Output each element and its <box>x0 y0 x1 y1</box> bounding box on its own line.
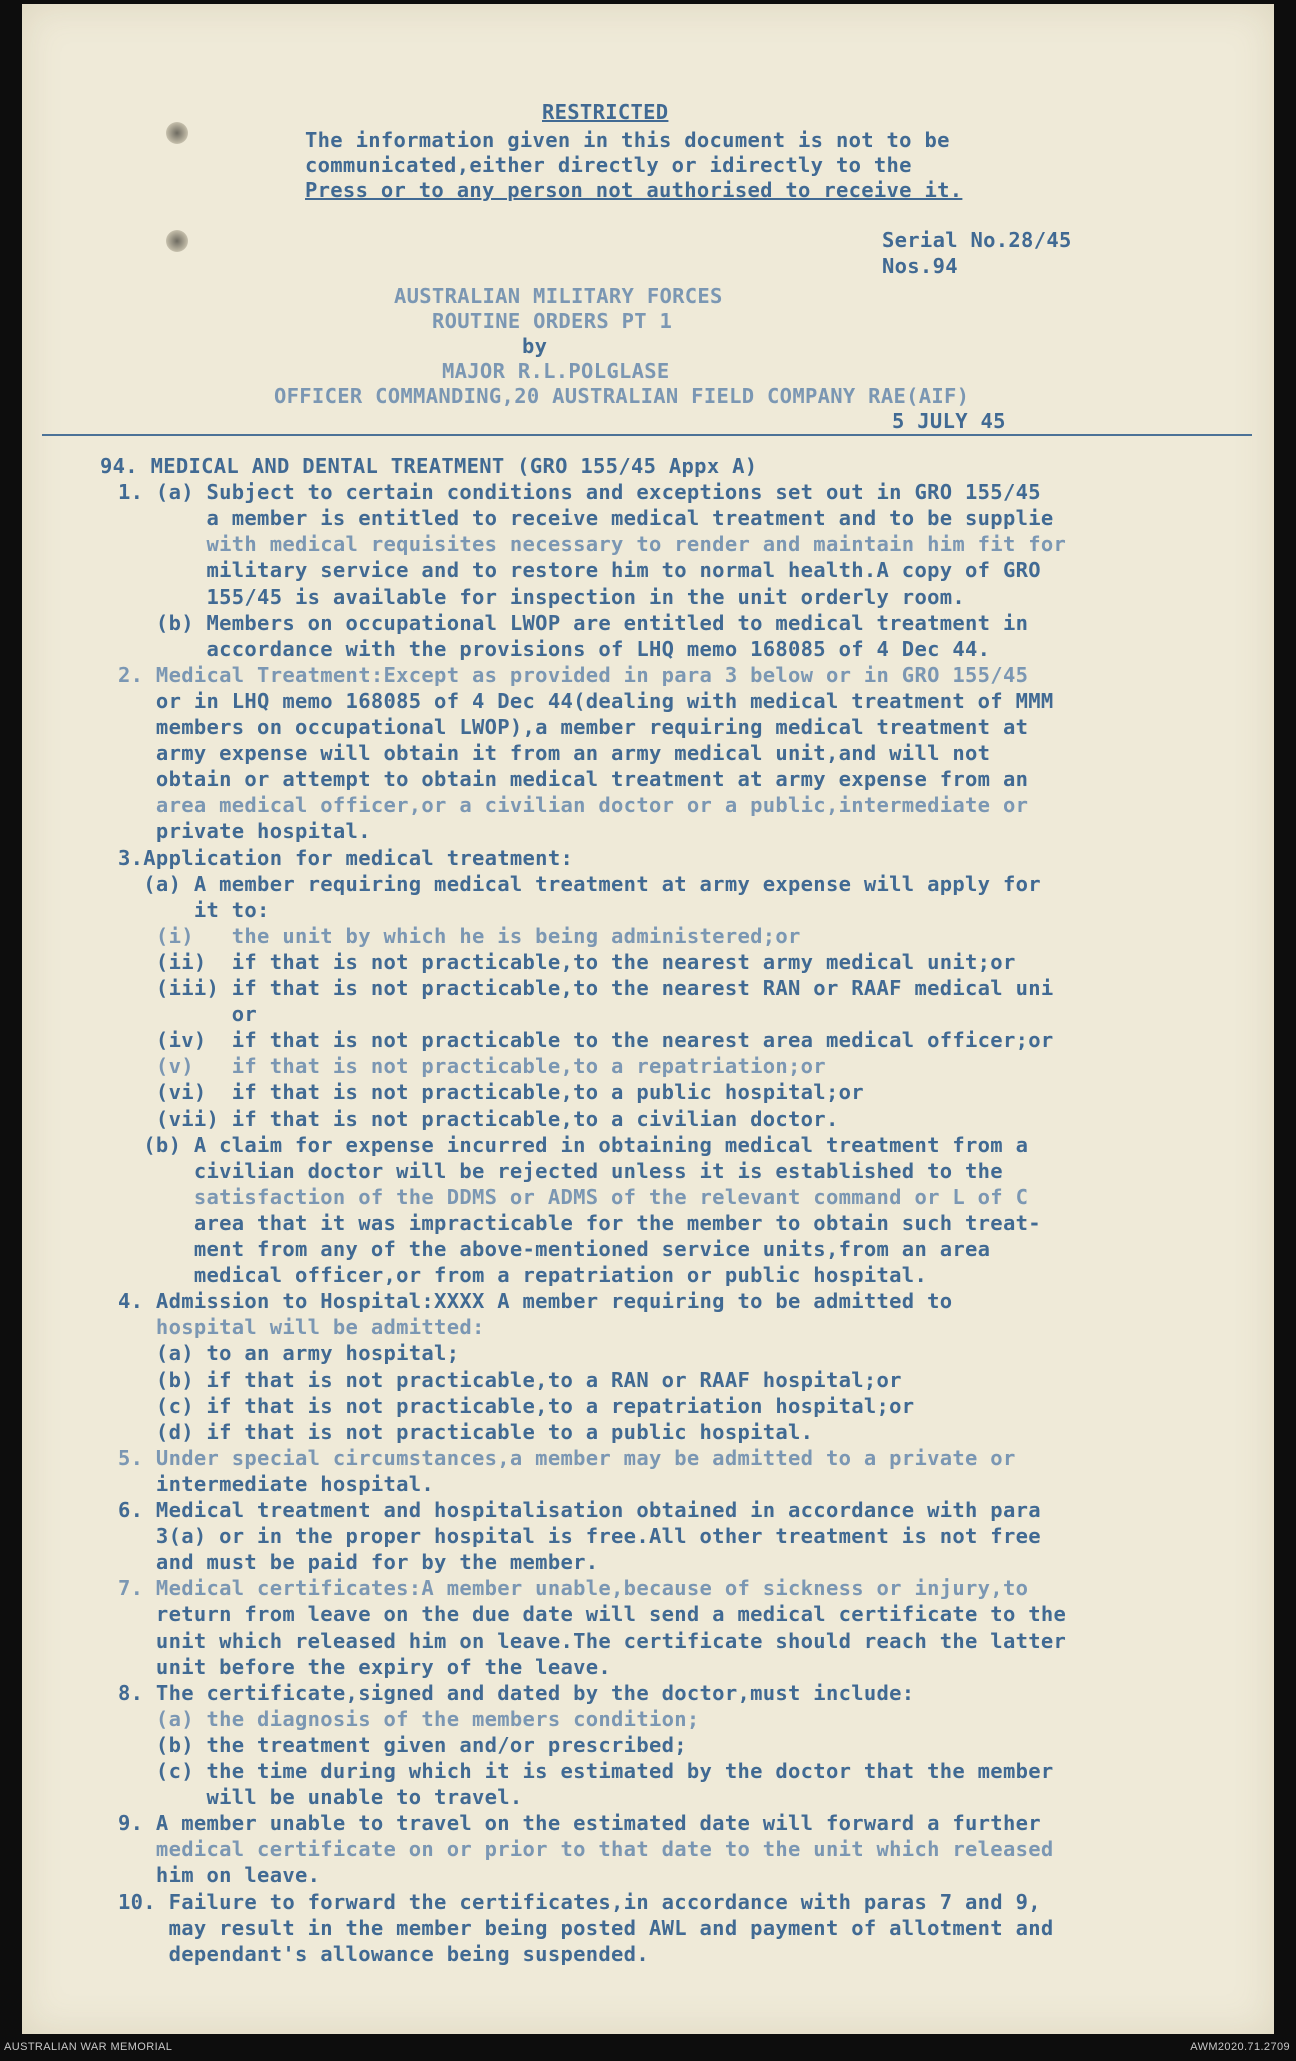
body-line: obtain or attempt to obtain medical treatment at army expense from an <box>118 767 1029 792</box>
body-line: accordance with the provisions of LHQ memo 168085 of 4 Dec 44. <box>118 636 991 661</box>
body-line: with medical requisites necessary to render and maintain him fit for <box>118 532 1067 557</box>
title-line-5: OFFICER COMMANDING,20 AUSTRALIAN FIELD COMPANY RAE(AIF) <box>274 384 970 408</box>
body-line: (i) the unit by which he is being administered;or <box>118 923 801 948</box>
body-line: (d) if that is not practicable to a public hospital. <box>118 1419 814 1444</box>
body-line: will be unable to travel. <box>118 1785 523 1810</box>
body-line: or in LHQ memo 168085 of 4 Dec 44(dealing with medical treatment of MMM <box>118 688 1054 713</box>
punch-hole-mark <box>166 122 188 144</box>
body-line: private hospital. <box>118 819 371 844</box>
notice-line-3: Press or to any person not authorised to receive it. <box>305 178 963 202</box>
notice-line-2: communicated,either directly or idirectly to the <box>305 153 912 177</box>
body-line: (vii) if that is not practicable,to a civilian doctor. <box>118 1106 839 1131</box>
body-line: area medical officer,or a civilian doctor or a public,intermediate or <box>118 793 1029 818</box>
body-line: (ii) if that is not practicable,to the nearest army medical unit;or <box>118 949 1016 974</box>
body-line: him on leave. <box>118 1863 321 1888</box>
body-line: (b) the treatment given and/or prescribed; <box>118 1732 687 1757</box>
body-line: (vi) if that is not practicable,to a public hospital;or <box>118 1080 864 1105</box>
body-line: (a) A member requiring medical treatment at army expense will apply for <box>118 871 1041 896</box>
body-line: 6. Medical treatment and hospitalisation obtained in accordance with para <box>118 1498 1041 1522</box>
body-line: medical certificate on or prior to that date to the unit which released <box>118 1837 1054 1862</box>
body-line: 10. Failure to forward the certificates,in accordance with paras 7 and 9, <box>118 1889 1041 1914</box>
title-line-4: MAJOR R.L.POLGLASE <box>442 359 670 383</box>
body-line: intermediate hospital. <box>118 1471 435 1496</box>
header-rule <box>42 434 1252 436</box>
body-line: civilian doctor will be rejected unless it is established to the <box>118 1158 1003 1183</box>
document-page <box>22 4 1274 2034</box>
body-line: ment from any of the above-mentioned service units,from an area <box>118 1237 991 1261</box>
body-line: area that it was impracticable for the member to obtain such treat- <box>118 1210 1041 1235</box>
punch-hole-mark <box>166 230 188 252</box>
body-line: 1. (a) Subject to certain conditions and exceptions set out in GRO 155/45 <box>118 480 1041 505</box>
body-line: (b) Members on occupational LWOP are entitled to medical treatment in <box>118 610 1029 635</box>
body-line: 7. Medical certificates:A member unable,because of sickness or injury,to <box>118 1576 1029 1601</box>
footer-left: AUSTRALIAN WAR MEMORIAL <box>4 2041 173 2053</box>
order-number: Nos.94 <box>882 254 958 278</box>
body-line: 3(a) or in the proper hospital is free.All other treatment is not free <box>118 1524 1041 1549</box>
body-line: satisfaction of the DDMS or ADMS of the relevant command or L of C <box>118 1184 1029 1209</box>
body-line: may result in the member being posted AWL and payment of allotment and <box>118 1915 1054 1940</box>
body-line: (iii) if that is not practicable,to the nearest RAN or RAAF medical uni <box>118 976 1054 1000</box>
body-line: a member is entitled to receive medical treatment and to be supplie <box>118 506 1054 531</box>
body-line: (v) if that is not practicable,to a repatriation;or <box>118 1054 826 1079</box>
body-line: (c) the time during which it is estimated by the doctor that the member <box>118 1759 1054 1783</box>
title-line-3: by <box>522 334 548 358</box>
body-line: unit which released him on leave.The certificate should reach the latter <box>118 1628 1067 1653</box>
body-line: 8. The certificate,signed and dated by the doctor,must include: <box>118 1680 915 1705</box>
body-line: it to: <box>118 897 270 922</box>
notice-line-1: The information given in this document is not to be <box>305 128 950 152</box>
body-line: 155/45 is available for inspection in the unit orderly room. <box>118 584 966 609</box>
body-line: (a) the diagnosis of the members condition; <box>118 1706 700 1731</box>
body-line: and must be paid for by the member. <box>118 1550 599 1575</box>
body-line: 2. Medical Treatment:Except as provided in para 3 below or in GRO 155/45 <box>118 662 1029 687</box>
body-line: return from leave on the due date will send a medical certificate to the <box>118 1602 1067 1627</box>
body-line: unit before the expiry of the leave. <box>118 1654 612 1679</box>
body-line: 9. A member unable to travel on the estimated date will forward a further <box>118 1811 1041 1836</box>
serial-number: Serial No.28/45 <box>882 228 1072 252</box>
body-line: dependant's allowance being suspended. <box>118 1941 649 1966</box>
body-line: 94. MEDICAL AND DENTAL TREATMENT (GRO 155/45 Appx A) <box>100 454 758 478</box>
body-line: military service and to restore him to normal health.A copy of GRO <box>118 558 1041 583</box>
document-date: 5 JULY 45 <box>892 409 1006 433</box>
body-line: hospital will be admitted: <box>118 1315 485 1340</box>
body-line: members on occupational LWOP),a member requiring medical treatment at <box>118 715 1029 739</box>
body-line: or <box>118 1002 258 1027</box>
body-line: 4. Admission to Hospital:XXXX A member requiring to be admitted to <box>118 1289 953 1314</box>
body-line: (c) if that is not practicable,to a repatriation hospital;or <box>118 1393 915 1418</box>
footer-right: AWM2020.71.2709 <box>1190 2041 1290 2053</box>
body-line: (a) to an army hospital; <box>118 1341 460 1366</box>
restricted-heading: RESTRICTED <box>542 100 669 124</box>
body-line: (b) if that is not practicable,to a RAN or RAAF hospital;or <box>118 1367 902 1392</box>
title-line-1: AUSTRALIAN MILITARY FORCES <box>394 284 723 308</box>
body-line: medical officer,or from a repatriation or public hospital. <box>118 1263 928 1288</box>
body-line: (iv) if that is not practicable to the nearest area medical officer;or <box>118 1028 1054 1053</box>
title-line-2: ROUTINE ORDERS PT 1 <box>432 309 673 333</box>
body-line: army expense will obtain it from an army medical unit,and will not <box>118 741 991 766</box>
body-line: (b) A claim for expense incurred in obtaining medical treatment from a <box>118 1132 1029 1157</box>
body-line: 3.Application for medical treatment: <box>118 845 574 870</box>
body-line: 5. Under special circumstances,a member may be admitted to a private or <box>118 1445 1016 1470</box>
